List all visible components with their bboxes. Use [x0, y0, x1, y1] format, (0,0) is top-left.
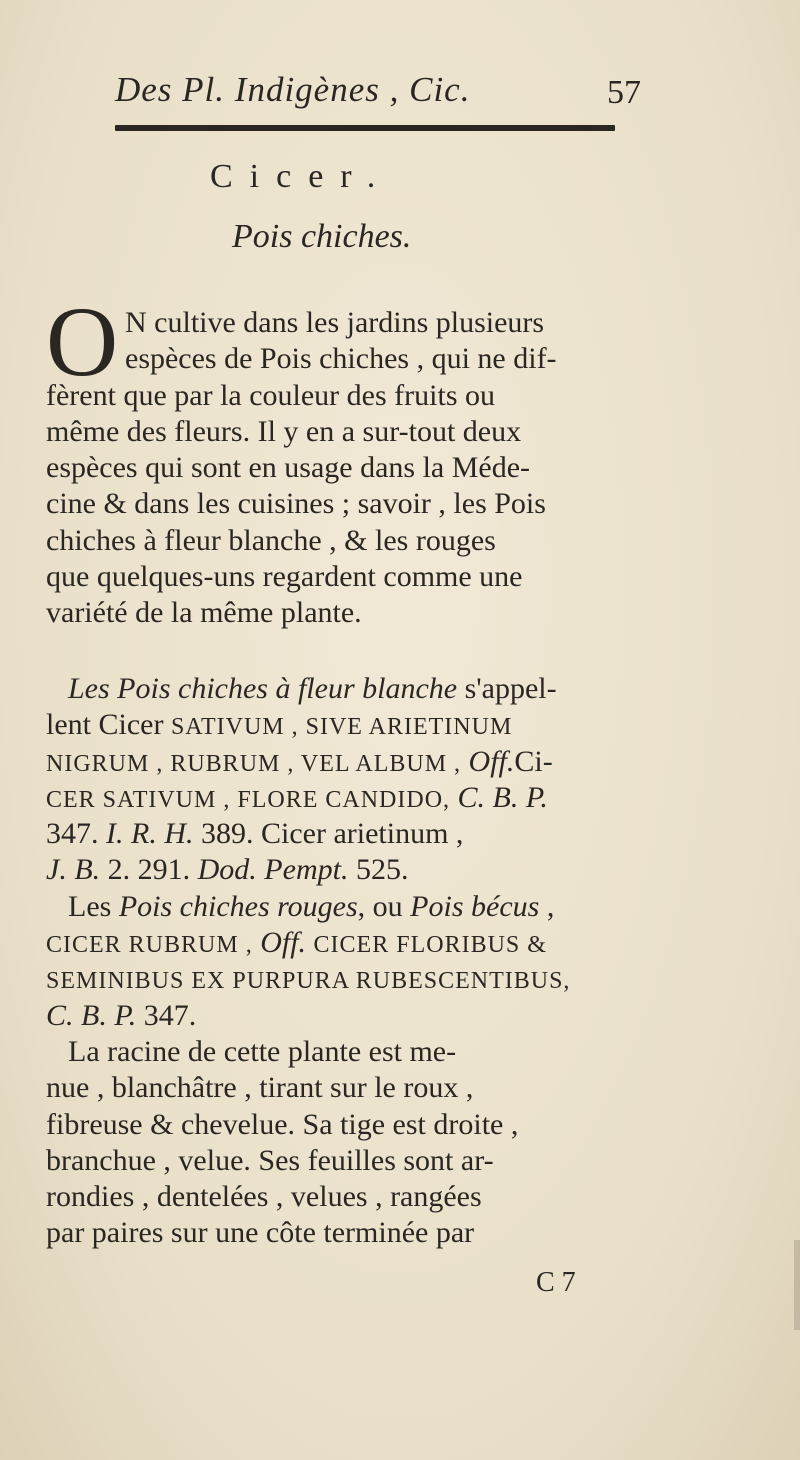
text-line: fibreuse & chevelue. Sa tige est droite ,: [46, 1107, 519, 1141]
catchword: C 7: [536, 1267, 576, 1298]
text-line: branchue , velue. Ses feuilles sont ar-: [46, 1143, 494, 1177]
text-line: [46, 780, 798, 816]
text-line: [46, 998, 798, 1034]
italic-text: Pois chiches rouges: [118, 889, 358, 923]
header-rule: [115, 125, 615, 131]
page-number: 57: [607, 74, 641, 111]
plain-text: 347.: [143, 998, 197, 1032]
text-line: La racine de cette plante est me-: [68, 1034, 457, 1068]
text-line: même des fleurs. Il y en a sur-tout deux: [46, 414, 522, 448]
running-header: [115, 70, 641, 120]
text-line: que quelques-uns regardent comme une: [46, 560, 523, 594]
text-line: [46, 816, 798, 852]
text-line: espèces de Pois chiches , qui ne dif-: [125, 342, 557, 376]
smallcaps-text: CICER FLORIBUS &: [313, 932, 547, 959]
italic-text: Pois bécus: [410, 889, 540, 923]
text-line: espèces qui sont en usage dans la Méde-: [46, 451, 531, 485]
smallcaps-text: CICER RUBRUM ,: [46, 932, 253, 959]
text-line: par paires sur une côte terminée par: [46, 1216, 475, 1250]
plain-text: 525.: [355, 853, 409, 887]
smallcaps-text: SEMINIBUS EX PURPURA RUBESCENTIBUS,: [46, 968, 571, 995]
italic-text: I. R. H.: [106, 817, 194, 851]
italic-text: C. B. P.: [46, 998, 137, 1032]
plain-text: , ou: [357, 889, 403, 923]
text-line: [46, 707, 798, 743]
italic-text: J. B.: [46, 853, 101, 887]
smallcaps-text: CER SATIVUM , FLORE CANDIDO,: [46, 786, 451, 813]
running-title: Des Pl. Indigènes , Cic.: [115, 70, 471, 109]
subtitle: Pois chiches.: [232, 218, 412, 255]
text-line: [46, 961, 798, 997]
italic-text: Off.: [260, 926, 307, 960]
plain-text: 347.: [46, 817, 99, 851]
drop-cap: O: [46, 286, 119, 397]
text-line: [46, 671, 798, 707]
text-line: [46, 925, 798, 961]
section-title: Cicer.: [210, 158, 393, 195]
plain-text: 2. 291.: [107, 853, 191, 887]
text-line: [46, 889, 798, 925]
italic-text: Dod. Pempt.: [197, 853, 349, 887]
plain-text: 389. Cicer arietinum ,: [200, 817, 464, 851]
paragraph-1: [46, 305, 798, 632]
text-line: rondies , dentelées , velues , rangées: [46, 1180, 482, 1214]
plain-text: ,: [546, 889, 555, 923]
italic-text: C. B. P.: [457, 780, 548, 814]
plain-text: lent Cicer: [46, 708, 164, 742]
text-line: variété de la même plante.: [46, 596, 362, 630]
italic-text: Les Pois chiches à fleur blanche: [68, 672, 458, 705]
paragraph-2: [46, 671, 798, 1252]
text-line: fèrent que par la couleur des fruits ou: [46, 378, 495, 412]
text-line: [46, 852, 798, 888]
plain-text: s'appel-: [464, 672, 557, 705]
text-line: nue , blanchâtre , tirant sur le roux ,: [46, 1071, 474, 1105]
smallcaps-text: NIGRUM , RUBRUM , VEL ALBUM ,: [46, 750, 462, 777]
plain-text: Les: [68, 889, 112, 923]
text-line: cine & dans les cuisines ; savoir , les Pois: [46, 487, 546, 521]
text-line: N cultive dans les jardins plusieurs: [125, 306, 545, 339]
smallcaps-text: SATIVUM , SIVE ARIETINUM: [170, 714, 513, 741]
page-edge-stain: [794, 1240, 800, 1330]
italic-text: Off.: [468, 744, 515, 778]
text-line: [46, 744, 798, 780]
text-line: chiches à fleur blanche , & les rouges: [46, 523, 496, 557]
plain-text: Ci-: [514, 744, 553, 778]
